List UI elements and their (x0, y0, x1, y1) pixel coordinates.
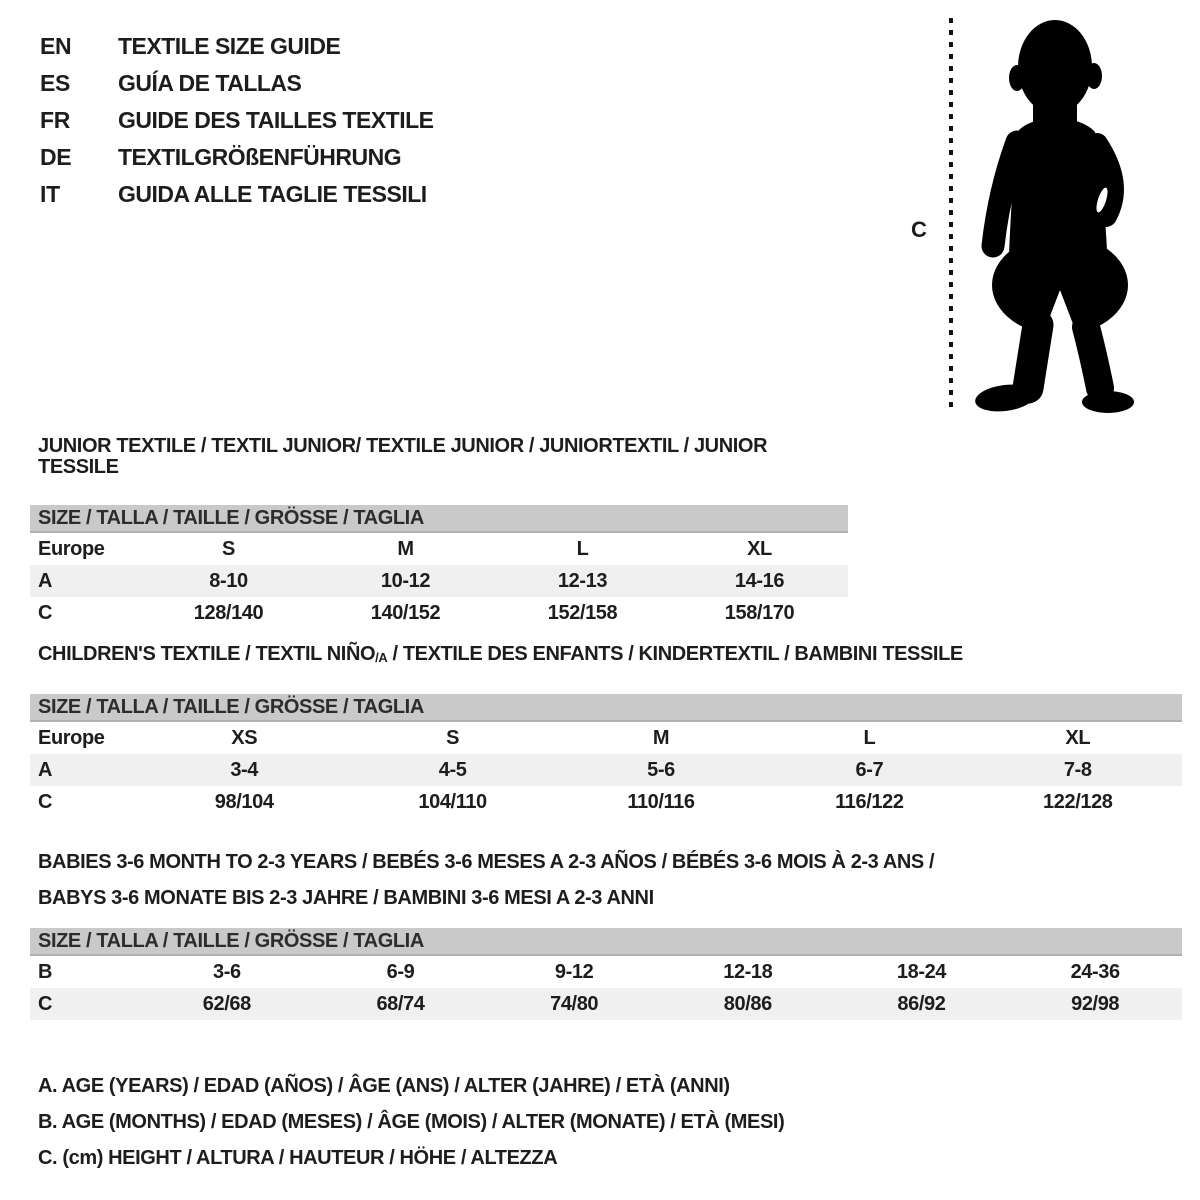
language-title: TEXTILGRÖßENFÜHRUNG (118, 144, 402, 170)
junior-size-header-band: SIZE / TALLA / TAILLE / GRÖSSE / TAGLIA (30, 505, 848, 533)
language-code: IT (40, 181, 60, 207)
table-row-age-years (30, 754, 1182, 786)
toddler-silhouette-graphic (905, 10, 1190, 418)
size-cell: 98/104 (214, 790, 274, 813)
row-label: Europe (38, 537, 105, 560)
size-cell: 140/152 (370, 601, 441, 624)
size-cell: 18-24 (896, 960, 947, 983)
language-title: GUÍA DE TALLAS (118, 70, 302, 96)
childrens-size-table (30, 722, 1182, 818)
babies-size-table (30, 956, 1182, 1020)
size-cell: 5-6 (557, 754, 765, 786)
junior-textile-section (30, 436, 848, 629)
size-cell: 9-12 (554, 960, 594, 983)
size-cell: 12-18 (723, 960, 773, 983)
babies-section-title (30, 844, 1182, 916)
title-sub-part: /A (375, 650, 388, 665)
size-cell: 104/110 (418, 790, 487, 813)
language-title: GUIDE DES TAILLES TEXTILE (118, 107, 434, 133)
table-row-height-cm (30, 786, 1182, 818)
size-cell: 122/128 (1043, 790, 1113, 813)
table-row-height-cm (30, 988, 1182, 1020)
size-cell: 14-16 (671, 565, 848, 597)
size-cell: XL (1065, 726, 1091, 749)
table-row-europe (30, 722, 1182, 754)
size-cell: 110/116 (627, 790, 695, 813)
junior-size-table (30, 533, 848, 629)
language-code: DE (40, 144, 72, 170)
table-row-europe (30, 533, 848, 565)
size-cell: 68/74 (314, 988, 488, 1020)
language-row-es (40, 65, 434, 102)
language-code: ES (40, 70, 71, 96)
size-cell: 158/170 (724, 601, 795, 624)
language-list (40, 28, 434, 213)
babies-size-header-band: SIZE / TALLA / TAILLE / GRÖSSE / TAGLIA (30, 928, 1182, 956)
size-cell: 128/140 (193, 601, 264, 624)
size-cell: 24-36 (1070, 960, 1120, 983)
row-label: B (38, 960, 53, 983)
height-measure-label: C (911, 217, 927, 242)
language-code: FR (40, 107, 71, 133)
size-cell: 74/80 (487, 988, 661, 1020)
toddler-silhouette (974, 20, 1134, 415)
size-cell: 62/68 (140, 988, 314, 1020)
size-cell: 6-9 (386, 960, 415, 983)
babies-title-line2: BABYS 3-6 MONATE BIS 2-3 JAHRE / BAMBINI 3-6 MESI A 2-3 ANNI (38, 887, 654, 909)
size-cell: 86/92 (835, 988, 1009, 1020)
size-cell: XL (747, 537, 772, 560)
table-row-age-months (30, 956, 1182, 988)
row-label: C (30, 988, 140, 1020)
size-cell: 116/122 (835, 790, 904, 813)
language-row-de (40, 139, 434, 176)
size-cell: M (652, 726, 670, 749)
size-cell: 152/158 (547, 601, 618, 624)
size-cell: 4-5 (348, 754, 556, 786)
size-cell: 8-10 (140, 565, 317, 597)
language-title: TEXTILE SIZE GUIDE (118, 33, 341, 59)
size-cell: 6-7 (765, 754, 973, 786)
row-label: A (30, 565, 140, 597)
language-row-it (40, 176, 434, 213)
size-cell: 12-13 (494, 565, 671, 597)
size-cell: 10-12 (317, 565, 494, 597)
height-measure-figure (905, 10, 1190, 418)
row-label: Europe (38, 726, 105, 749)
language-title: GUIDA ALLE TAGLIE TESSILI (118, 181, 427, 207)
size-cell: 92/98 (1008, 988, 1182, 1020)
babies-textile-section (30, 844, 1182, 1020)
language-row-fr (40, 102, 434, 139)
childrens-section-title (30, 644, 1182, 668)
legend-line-c: C. (cm) HEIGHT / ALTURA / HAUTEUR / HÖHE / ALTEZZA (38, 1147, 558, 1169)
size-cell: L (576, 537, 589, 560)
language-row-en (40, 28, 434, 65)
table-row-age-years (30, 565, 848, 597)
babies-title-line1: BABIES 3-6 MONTH TO 2-3 YEARS / BEBÉS 3-6 MESES A 2-3 AÑOS / BÉBÉS 3-6 MOIS À 2-3 ANS / (38, 851, 935, 873)
childrens-size-header-band: SIZE / TALLA / TAILLE / GRÖSSE / TAGLIA (30, 694, 1182, 722)
size-cell: S (222, 537, 235, 560)
size-cell: 7-8 (974, 754, 1182, 786)
title-part: CHILDREN'S TEXTILE / TEXTIL NIÑO (38, 643, 376, 665)
size-cell: M (397, 537, 414, 560)
row-label: C (38, 601, 53, 624)
size-cell: XS (231, 726, 258, 749)
language-code: EN (40, 33, 72, 59)
junior-section-title: JUNIOR TEXTILE / TEXTIL JUNIOR/ TEXTILE JUNIOR / JUNIORTEXTIL / JUNIOR TESSILE (38, 435, 768, 478)
childrens-textile-section (30, 644, 1182, 818)
size-cell: S (446, 726, 460, 749)
size-cell: L (863, 726, 876, 749)
legend-line-a: A. AGE (YEARS) / EDAD (AÑOS) / ÂGE (ANS) / ALTER (JAHRE) / ETÀ (ANNI) (38, 1075, 730, 1097)
title-part: / TEXTILE DES ENFANTS / KINDERTEXTIL / BAMBINI TESSILE (387, 643, 963, 665)
size-cell: 3-4 (140, 754, 348, 786)
row-label: A (30, 754, 140, 786)
legend-line-b: B. AGE (MONTHS) / EDAD (MESES) / ÂGE (MOIS) / ALTER (MONATE) / ETÀ (MESI) (38, 1111, 785, 1133)
table-row-height-cm (30, 597, 848, 629)
legend (38, 1068, 784, 1176)
size-cell: 3-6 (212, 960, 241, 983)
row-label: C (38, 790, 53, 813)
size-cell: 80/86 (661, 988, 835, 1020)
